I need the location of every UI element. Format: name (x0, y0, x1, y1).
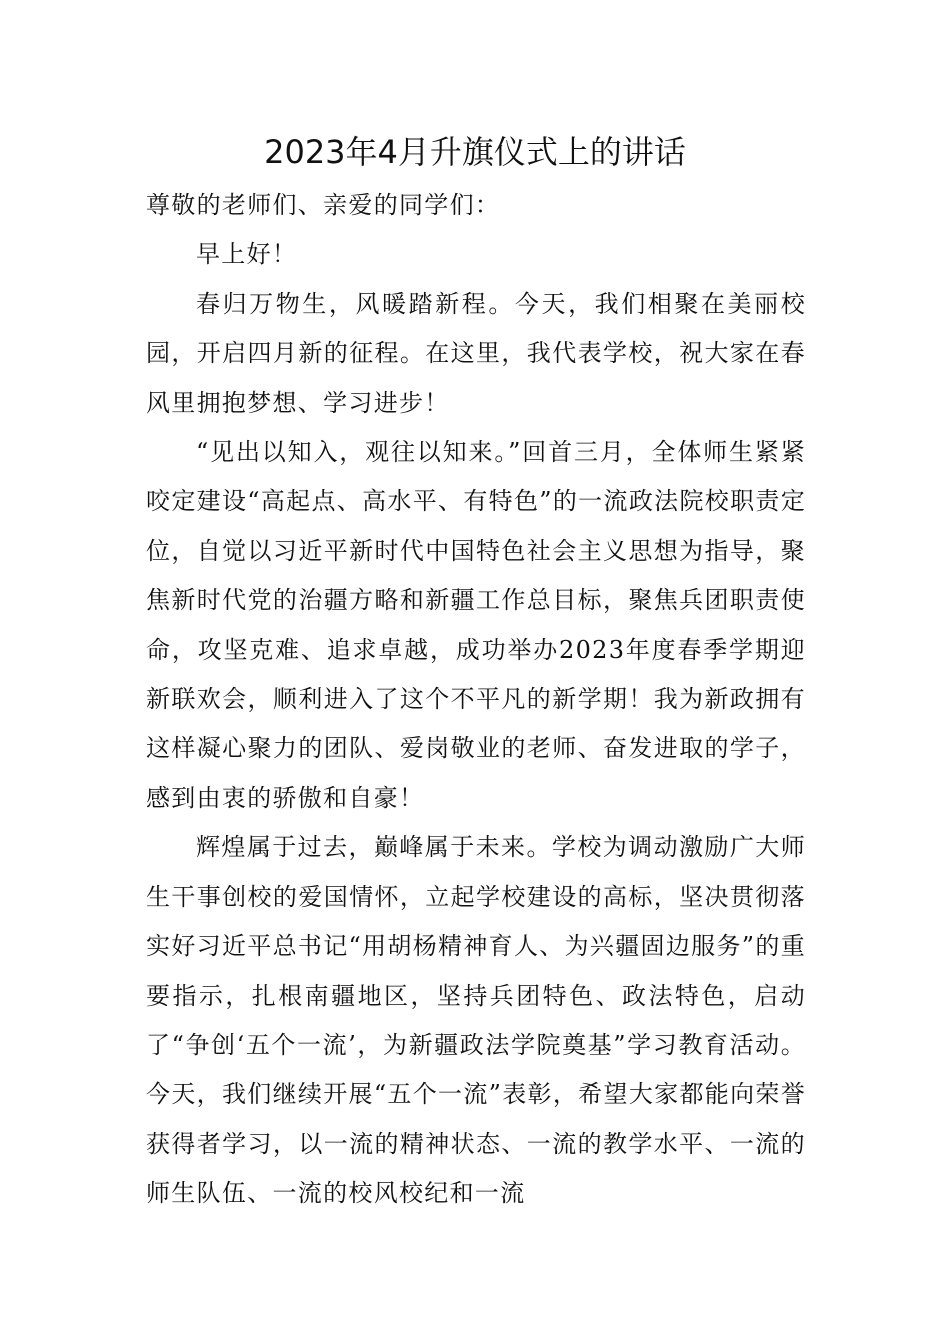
paragraph-review: “见出以知入，观往以知来。”回首三月，全体师生紧紧咬定建设“高起点、高水平、有特色”的一流政法院校职责定位，自觉以习近平新时代中国特色社会主义思想为指导，聚焦新时代党的治疆方略和新疆工作总目标，聚焦兵团职责使命，攻坚克难、追求卓越，成功举办2023年度春季学期迎新联欢会，顺利进入了这个不平凡的新学期！我为新政拥有这样凝心聚力的团队、爱岗敬业的老师、奋发进取的学子，感到由衷的骄傲和自豪！ (146, 438, 806, 812)
salutation: 尊敬的老师们、亲爱的同学们： (146, 191, 501, 219)
paragraph-greeting: 早上好！ (196, 240, 298, 269)
paragraph-spring: 春归万物生，风暖踏新程。今天，我们相聚在美丽校园，开启四月新的征程。在这里，我代表学校，祝大家在春风里拥抱梦想、学习进步！ (146, 289, 806, 417)
paragraph-future: 辉煌属于过去，巅峰属于未来。学校为调动激励广大师生干事创校的爱国情怀，立起学校建设的高标，坚决贯彻落实好习近平总书记“用胡杨精神育人、为兴疆固边服务”的重要指示，扎根南疆地区，坚持兵团特色、政法特色，启动了“争创‘五个一流’，为新疆政法学院奠基”学习教育活动。今天，我们继续开展“五个一流”表彰，希望大家都能向荣誉获得者学习，以一流的精神状态、一流的教学水平、一流的师生队伍、一流的校风校纪和一流 (146, 833, 806, 1208)
document-title: 2023年4月升旗仪式上的讲话 (264, 133, 686, 171)
document-body (146, 181, 806, 1219)
